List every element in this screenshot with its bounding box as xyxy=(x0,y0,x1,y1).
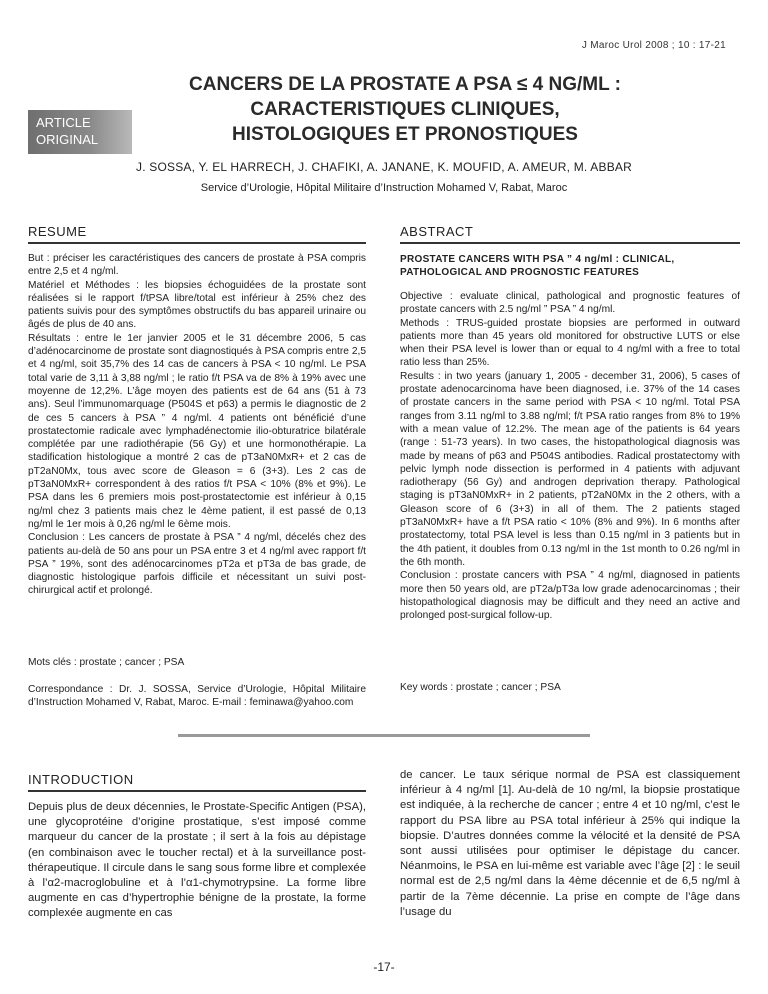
article-tag-line2: ORIGINAL xyxy=(36,132,99,147)
article-tag-line1: ARTICLE xyxy=(36,115,91,130)
abstract-methods: Methods : TRUS-guided prostate biopsies are performed in outward patients more than 45 years old monitored for obstructive LUTS or else when their PSA level is lower than or equal to 4 ng/ml with a free to total ratio less than 25%. xyxy=(400,317,740,369)
resume-heading: RESUME xyxy=(28,224,87,239)
introduction-right-text: de cancer. Le taux sérique normal de PSA est classiquement inférieur à 4 ng/ml [1]. Au-delà de 10 ng/ml, la biopsie prostatique est indiquée, à la recherche de cancer ; entre 4 et 10 ng/ml, c’est le rapport du PSA libre au PSA total inférieur à 25% qui indique la biopsie. D’autres données comme la vélocité et la densité de PSA sont aussi utilisées pour optimiser le dépistage du cancer. Néanmoins, le PSA en lui-même est variable avec l’âge [2] : le seuil normal est de 2,5 ng/ml dans la 4ème décennie et de 6,5 ng/ml à partir de la 7ème décennie. La prise en compte de l’âge dans l’usage du xyxy=(400,769,740,918)
article-title xyxy=(140,72,670,147)
abstract-keywords: Key words : prostate ; cancer ; PSA xyxy=(400,682,561,693)
page-number: -17- xyxy=(373,960,395,974)
title-line3: HISTOLOGIQUES ET PRONOSTIQUES xyxy=(232,124,578,145)
abstract-results: Results : in two years (january 1, 2005 - december 31, 2006), 5 cases of prostate adenocarcinoma have been diagnosed, i.e. 37% of the 14 cases of prostate cancers in the same period with PSA < 10 ng/ml. Total PSA ranges from 3.11 ng/ml to 3.88 ng/ml; f/t PSA ratio ranges from 8% to 19% with a mean value of 12.2%. The mean age of the patients is 64 years (range : 51-73 years). In two cases, the histopathological diagnosis was made by means of p63 and P504S antibodies. Radical prostatectomy with pelvic lymph node dissection is performed in 4 patients with adjuvant radiotherapy (56 Gy) and androgen deprivation therapy. Pathological staging is pT3aN0MxR+ in 2 patients, pT2aN0Mx in the 2 others, with a Gleason score of 6 (3+3) in all of them. The 2 patients staged pT3aN0MxR+ have a f/t PSA ratio < 10% (8% and 9%). In 6 months after prostatectomy, total PSA level is less than 0.15 ng/ml in 3 patients but in the 4th patient, it doubles from 0.13 ng/ml in the 1st month to 0.26 ng/ml in the 6th month. xyxy=(400,370,740,568)
introduction-rule xyxy=(28,790,366,792)
section-divider xyxy=(178,734,590,737)
author-list: J. SOSSA, Y. EL HARRECH, J. CHAFIKI, A. JANANE, K. MOUFID, A. AMEUR, M. ABBAR xyxy=(136,160,632,174)
abstract-title: PROSTATE CANCERS WITH PSA ” 4 ng/ml : CLINICAL, PATHOLOGICAL AND PROGNOSTIC FEATURES xyxy=(400,254,675,278)
resume-text xyxy=(28,252,366,598)
introduction-heading: INTRODUCTION xyxy=(28,772,134,787)
affiliation: Service d’Urologie, Hôpital Militaire d’Instruction Mohamed V, Rabat, Maroc xyxy=(200,182,568,194)
title-line2: CARACTERISTIQUES CLINIQUES, xyxy=(250,99,560,120)
title-line1: CANCERS DE LA PROSTATE A PSA ≤ 4 NG/ML : xyxy=(189,74,621,95)
abstract-rule xyxy=(400,242,740,244)
resume-conclusion: Conclusion : Les cancers de prostate à PSA ” 4 ng/ml, décelés chez des patients au-delà de 50 ans pour un PSA entre 3 et 4 ng/ml avec rapport f/t PSA ” 19%, sont des adénocarcinomes pT2a et pT3a de bas grade, de diagnostic histologique parfois difficile et nécessitant un suivi post-chirurgical actif et prolongé. xyxy=(28,532,366,597)
resume-keywords: Mots clés : prostate ; cancer ; PSA xyxy=(28,657,185,668)
resume-but: But : préciser les caractéristiques des cancers de prostate à PSA compris entre 2,5 et 4 ng/ml. xyxy=(28,253,366,278)
abstract-text xyxy=(400,290,740,622)
correspondance: Correspondance : Dr. J. SOSSA, Service d’Urologie, Hôpital Militaire d’Instruction Mohamed V, Rabat, Maroc. E-mail : feminawa@yahoo.com xyxy=(28,684,366,709)
resume-rule xyxy=(28,242,366,244)
introduction-left-text: Depuis plus de deux décennies, le Prostate-Specific Antigen (PSA), une glycoprotéine d’origine prostatique, s’est imposé comme marqueur du cancer de la prostate ; il sert à la fois au dépistage (en combinaison avec le toucher rectal) et à la surveillance post-thérapeutique. Il circule dans le sang sous forme libre et complexée à l’α2-macroglobuline et à l’α1-chymotrypsine. La forme libre augmente en cas d’hypertrophie bénigne de la prostate, la forme complexée augmente en cas xyxy=(28,801,366,920)
resume-methodes: Matériel et Méthodes : les biopsies échoguidées de la prostate sont réalisées si le rapport f/tPSA libre/total est inférieur à 25% chez des patients suivis pour des symptômes obstructifs du bas appareil urinaire ou âgés de plus de 40 ans. xyxy=(28,279,366,331)
abstract-conclusion: Conclusion : prostate cancers with PSA ” 4 ng/ml, diagnosed in patients more then 50 years old, are pT2a/pT3a low grade adenocarcinomas ; their histopathological diagnosis may be difficult and they need an active and prolonged post-surgical follow-up. xyxy=(400,570,740,622)
resume-resultats: Résultats : entre le 1er janvier 2005 et le 31 décembre 2006, 5 cas d’adénocarcinome de prostate sont diagnostiqués à PSA compris entre 2,5 et 4 ng/ml, soit 35,7% des 14 cas de cancers à PSA < 10 ng/ml. Le PSA total varie de 3,11 à 3,88 ng/ml ; le ratio f/t PSA va de 8% à 19% avec une moyenne de 12,2%. L’âge moyen des patients est de 64 ans (51 à 73 ans). Seul l’immunomarquage (P504S et p63) a permis le diagnostic de 2 de ces 5 cancers à PSA ” 4 ng/ml. 4 patients ont bénéficié d’une prostatectomie radicale avec lymphadénectomie ilio-obturatrice bilatérale complétée par une radiothérapie (56 Gy) et une hormonothérapie. La stadification histologique a montré 2 cas de pT3aN0MxR+ et 2 cas de pT2aN0Mx, tous avec score de Gleason = 6 (3+3). Les 2 cas de pT3aN0MxR+ correspondent à des ratios f/t PSA < 10% (8% et 9%). Le PSA dans les 6 premiers mois post-prostatectomie est inférieur à 0,15 ng/ml chez 3 patients mais chez le 4ème patient, il est passé de 0,13 ng/ml le 1er mois à 0,26 ng/ml le 6ème mois. xyxy=(28,332,366,530)
article-type-tag xyxy=(28,110,132,154)
abstract-objective: Objective : evaluate clinical, pathological and prognostic features of prostate cancers with 2.5 ng/ml ” PSA ” 4 ng/ml. xyxy=(400,291,740,316)
journal-reference: J Maroc Urol 2008 ; 10 : 17-21 xyxy=(581,40,726,51)
abstract-heading: ABSTRACT xyxy=(400,224,474,239)
